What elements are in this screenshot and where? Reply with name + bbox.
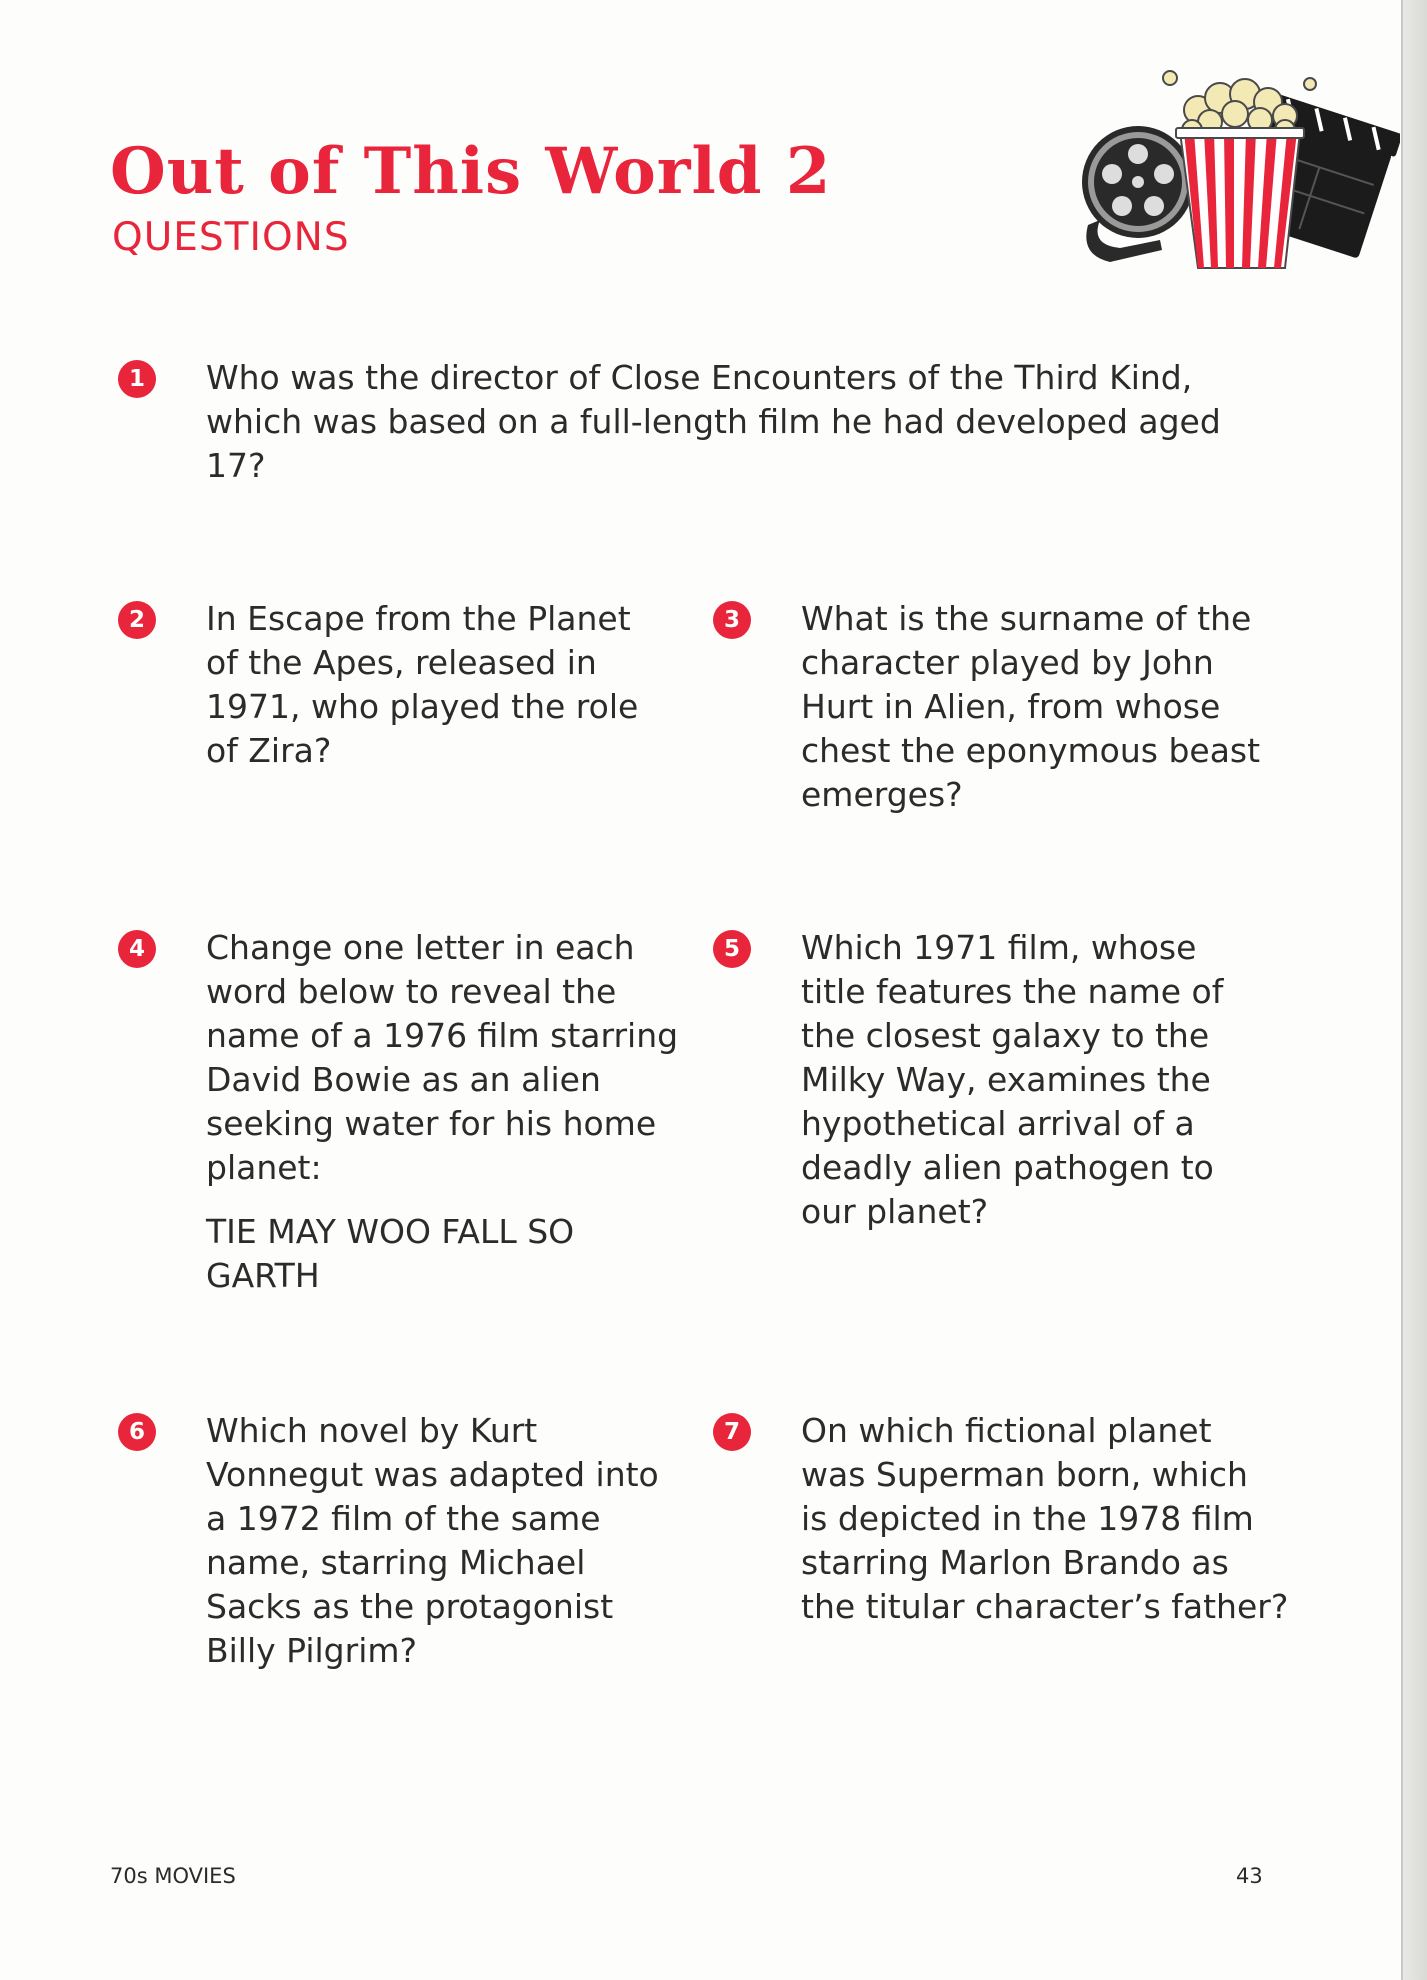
- page-subtitle: QUESTIONS: [112, 215, 350, 260]
- question-text: [801, 926, 1223, 1234]
- question-text: [206, 1409, 659, 1673]
- question-text: [206, 356, 1221, 488]
- page-title: Out of This World 2: [110, 134, 832, 209]
- question-text: [801, 1409, 1288, 1629]
- question-line: is depicted in the 1978 film: [801, 1499, 1254, 1538]
- puzzle-line: GARTH: [206, 1256, 320, 1295]
- question-line: Hurt in Alien, from whose: [801, 687, 1221, 726]
- question-line: hypothetical arrival of a: [801, 1104, 1195, 1143]
- question-line: the closest galaxy to the: [801, 1016, 1210, 1055]
- question-line: 17?: [206, 446, 266, 485]
- footer-section-label: 70s MOVIES: [110, 1864, 236, 1888]
- question-text: [206, 597, 638, 773]
- question-line: which was based on a full-length film he had developed aged: [206, 402, 1221, 441]
- question-line: Milky Way, examines the: [801, 1060, 1211, 1099]
- question-line: What is the surname of the: [801, 599, 1252, 638]
- question-line: seeking water for his home: [206, 1104, 657, 1143]
- question-number-badge: 6: [118, 1413, 156, 1451]
- question-line: word below to reveal the: [206, 972, 617, 1011]
- question-line: Sacks as the protagonist: [206, 1587, 614, 1626]
- question-number-badge: 3: [713, 601, 751, 639]
- film-reel-icon: [1082, 126, 1194, 262]
- question-line: emerges?: [801, 775, 963, 814]
- question-number-badge: 2: [118, 601, 156, 639]
- question-line: of Zira?: [206, 731, 332, 770]
- question-text: [801, 597, 1260, 817]
- question-number-badge: 1: [118, 360, 156, 398]
- question-number-badge: 4: [118, 930, 156, 968]
- question-line: name of a 1976 film starring: [206, 1016, 679, 1055]
- question-number-badge: 7: [713, 1413, 751, 1451]
- page-edge: [1403, 0, 1427, 1980]
- question-line: Vonnegut was adapted into: [206, 1455, 659, 1494]
- question-number-badge: 5: [713, 930, 751, 968]
- cinema-popcorn-reel-clapperboard-icon: [1080, 70, 1400, 270]
- question-line: 1971, who played the role: [206, 687, 639, 726]
- question-line: character played by John: [801, 643, 1214, 682]
- question-line: Which novel by Kurt: [206, 1411, 538, 1450]
- question-line: Who was the director of Close Encounters of the Third Kind,: [206, 358, 1193, 397]
- question-line: planet:: [206, 1148, 322, 1187]
- question-line: our planet?: [801, 1192, 989, 1231]
- page-edge-line: [1401, 0, 1403, 1980]
- puzzle-line: TIE MAY WOO FALL SO: [206, 1212, 575, 1251]
- question-line: the titular character’s father?: [801, 1587, 1289, 1626]
- question-line: On which fictional planet: [801, 1411, 1212, 1450]
- question-line: chest the eponymous beast: [801, 731, 1261, 770]
- question-line: title features the name of: [801, 972, 1224, 1011]
- footer-page-number: 43: [1236, 1864, 1263, 1888]
- question-line: deadly alien pathogen to: [801, 1148, 1214, 1187]
- question-line: In Escape from the Planet: [206, 599, 631, 638]
- question-line: a 1972 film of the same: [206, 1499, 601, 1538]
- question-line: Billy Pilgrim?: [206, 1631, 418, 1670]
- question-line: starring Marlon Brando as: [801, 1543, 1229, 1582]
- question-line: name, starring Michael: [206, 1543, 586, 1582]
- question-line: David Bowie as an alien: [206, 1060, 601, 1099]
- question-text: [206, 926, 678, 1298]
- question-line: of the Apes, released in: [206, 643, 597, 682]
- question-line: Which 1971 film, whose: [801, 928, 1197, 967]
- question-line: was Superman born, which: [801, 1455, 1248, 1494]
- question-line: Change one letter in each: [206, 928, 635, 967]
